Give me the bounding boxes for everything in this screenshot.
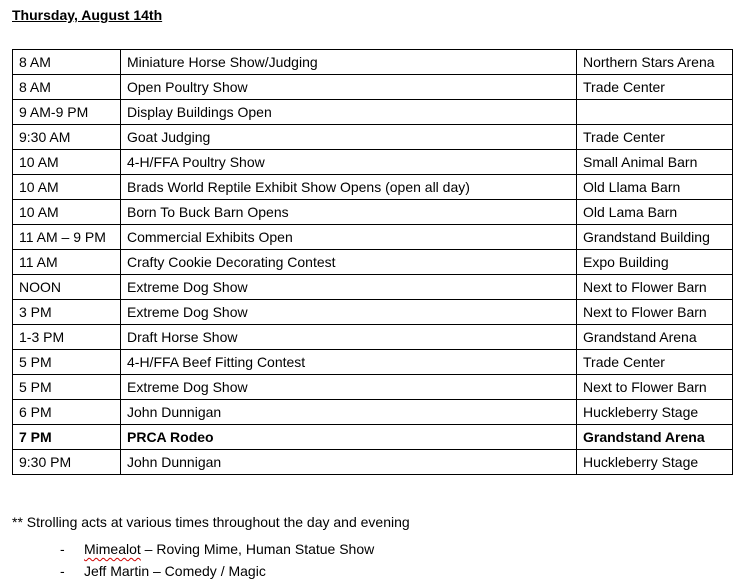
table-row [13,275,733,300]
list-dash: - [60,541,65,557]
schedule-table [12,49,733,475]
acts-list [12,538,410,582]
time-cell: NOON [13,275,121,300]
list-dash: - [60,563,65,579]
time-cell: 9 AM-9 PM [13,100,121,125]
list-item [60,538,410,560]
location-cell: Next to Flower Barn [577,300,733,325]
notes-section [12,514,410,582]
location-cell: Huckleberry Stage [577,450,733,475]
time-cell: 9:30 PM [13,450,121,475]
table-row [13,375,733,400]
event-cell: PRCA Rodeo [121,425,577,450]
event-cell: 4-H/FFA Poultry Show [121,150,577,175]
event-cell: John Dunnigan [121,400,577,425]
table-row [13,250,733,275]
location-cell: Trade Center [577,350,733,375]
table-row [13,100,733,125]
time-cell: 11 AM [13,250,121,275]
location-cell: Expo Building [577,250,733,275]
event-cell: Born To Buck Barn Opens [121,200,577,225]
location-cell: Northern Stars Arena [577,50,733,75]
table-row [13,150,733,175]
event-cell: Extreme Dog Show [121,275,577,300]
location-cell: Grandstand Building [577,225,733,250]
event-cell: Commercial Exhibits Open [121,225,577,250]
table-row [13,400,733,425]
location-cell: Small Animal Barn [577,150,733,175]
time-cell: 6 PM [13,400,121,425]
time-cell: 5 PM [13,375,121,400]
time-cell: 10 AM [13,200,121,225]
event-cell: Crafty Cookie Decorating Contest [121,250,577,275]
event-cell: Brads World Reptile Exhibit Show Opens (open all day) [121,175,577,200]
location-cell: Trade Center [577,125,733,150]
event-cell: Miniature Horse Show/Judging [121,50,577,75]
page-title: Thursday, August 14th [12,7,163,23]
location-cell: Huckleberry Stage [577,400,733,425]
event-cell: Extreme Dog Show [121,375,577,400]
event-cell: Open Poultry Show [121,75,577,100]
time-cell: 11 AM – 9 PM [13,225,121,250]
location-cell: Grandstand Arena [577,325,733,350]
location-cell: Next to Flower Barn [577,375,733,400]
act-name: Jeff Martin [84,563,150,579]
location-cell: Old Lama Barn [577,200,733,225]
table-row [13,350,733,375]
time-cell: 1-3 PM [13,325,121,350]
table-row [13,200,733,225]
location-cell: Grandstand Arena [577,425,733,450]
table-row [13,325,733,350]
event-cell: Display Buildings Open [121,100,577,125]
time-cell: 3 PM [13,300,121,325]
event-cell: John Dunnigan [121,450,577,475]
table-row [13,300,733,325]
event-cell: Goat Judging [121,125,577,150]
act-name: Mimealot [84,541,141,557]
table-row [13,175,733,200]
table-row [13,75,733,100]
event-cell: Extreme Dog Show [121,300,577,325]
strolling-acts-note: ** Strolling acts at various times throughout the day and evening [12,514,410,530]
table-row [13,50,733,75]
time-cell: 9:30 AM [13,125,121,150]
time-cell: 8 AM [13,50,121,75]
table-row [13,225,733,250]
time-cell: 5 PM [13,350,121,375]
time-cell: 8 AM [13,75,121,100]
event-cell: Draft Horse Show [121,325,577,350]
time-cell: 7 PM [13,425,121,450]
act-description: – Comedy / Magic [149,563,266,579]
location-cell: Next to Flower Barn [577,275,733,300]
location-cell [577,100,733,125]
location-cell: Trade Center [577,75,733,100]
table-row [13,450,733,475]
location-cell: Old Llama Barn [577,175,733,200]
table-row [13,125,733,150]
time-cell: 10 AM [13,175,121,200]
time-cell: 10 AM [13,150,121,175]
act-description: – Roving Mime, Human Statue Show [140,541,375,557]
list-item [60,560,410,582]
event-cell: 4-H/FFA Beef Fitting Contest [121,350,577,375]
table-row-highlighted [13,425,733,450]
